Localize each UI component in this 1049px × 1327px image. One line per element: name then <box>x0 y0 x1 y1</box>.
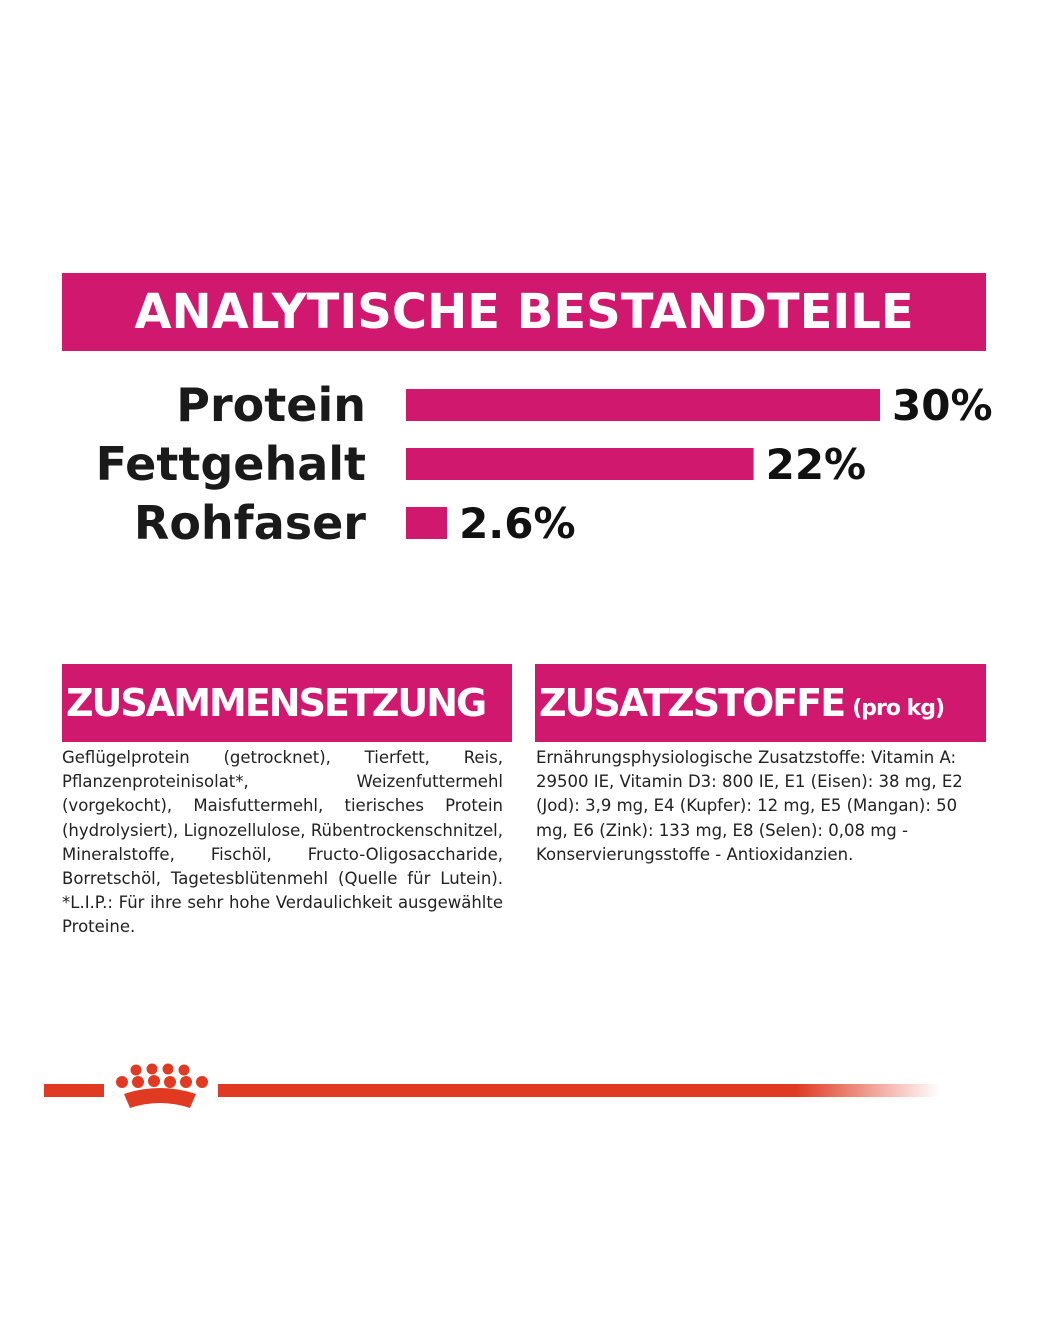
composition-text: Geflügelprotein (getrocknet), Tierfett, Reis, Pflanzenproteinisolat*, Weizenfuttermehl (vorgekocht), Maisfuttermehl, tierisches Protein (hydrolysiert), Lignozellulose, Rübentrockenschnitzel, Mineralstoffe, Fischöl, Fructo-Oligosaccharide, Borretschöl, Tagetesblütenmehl (Quelle für Lutein). *L.I.P.: Für ihre sehr hohe Verdaulichkeit ausgewählte Proteine. <box>62 748 503 937</box>
bar-fettgehalt <box>406 448 754 480</box>
composition-banner <box>62 664 512 742</box>
value-label-rohfaser: 2.6% <box>459 499 576 548</box>
value-label-fettgehalt: 22% <box>765 440 867 489</box>
additives-banner <box>535 664 986 742</box>
category-label-fettgehalt: Fettgehalt <box>95 437 366 491</box>
divider-right-segment <box>218 1084 940 1097</box>
crown-logo-icon <box>116 1064 208 1109</box>
bar-rohfaser <box>406 507 447 539</box>
brand-divider <box>0 1060 1049 1120</box>
bar-protein <box>406 389 880 421</box>
nutrient-bar-chart <box>0 370 1049 560</box>
category-label-rohfaser: Rohfaser <box>133 496 366 550</box>
category-label-protein: Protein <box>176 378 366 432</box>
additives-text: Ernährungsphysiologische Zusatzstoffe: Vitamin A: 29500 IE, Vitamin D3: 800 IE, E1 (Eisen): 38 mg, E2 (Jod): 3,9 mg, E4 (Kupfer): 12 mg, E5 (Mangan): 50 mg, E6 (Zink): 133 mg, E8 (Selen): 0,08 mg - Konservierungsstoffe - Antioxidanzien. <box>536 748 963 864</box>
analytics-banner <box>62 273 986 351</box>
analytics-title: ANALYTISCHE BESTANDTEILE <box>134 284 914 340</box>
composition-title: ZUSAMMENSETZUNG <box>66 681 486 725</box>
additives-title: ZUSATZSTOFFE <box>539 681 845 725</box>
divider-left-segment <box>44 1084 104 1097</box>
additives-subtitle: (pro kg) <box>852 695 945 721</box>
value-label-protein: 30% <box>892 381 993 430</box>
